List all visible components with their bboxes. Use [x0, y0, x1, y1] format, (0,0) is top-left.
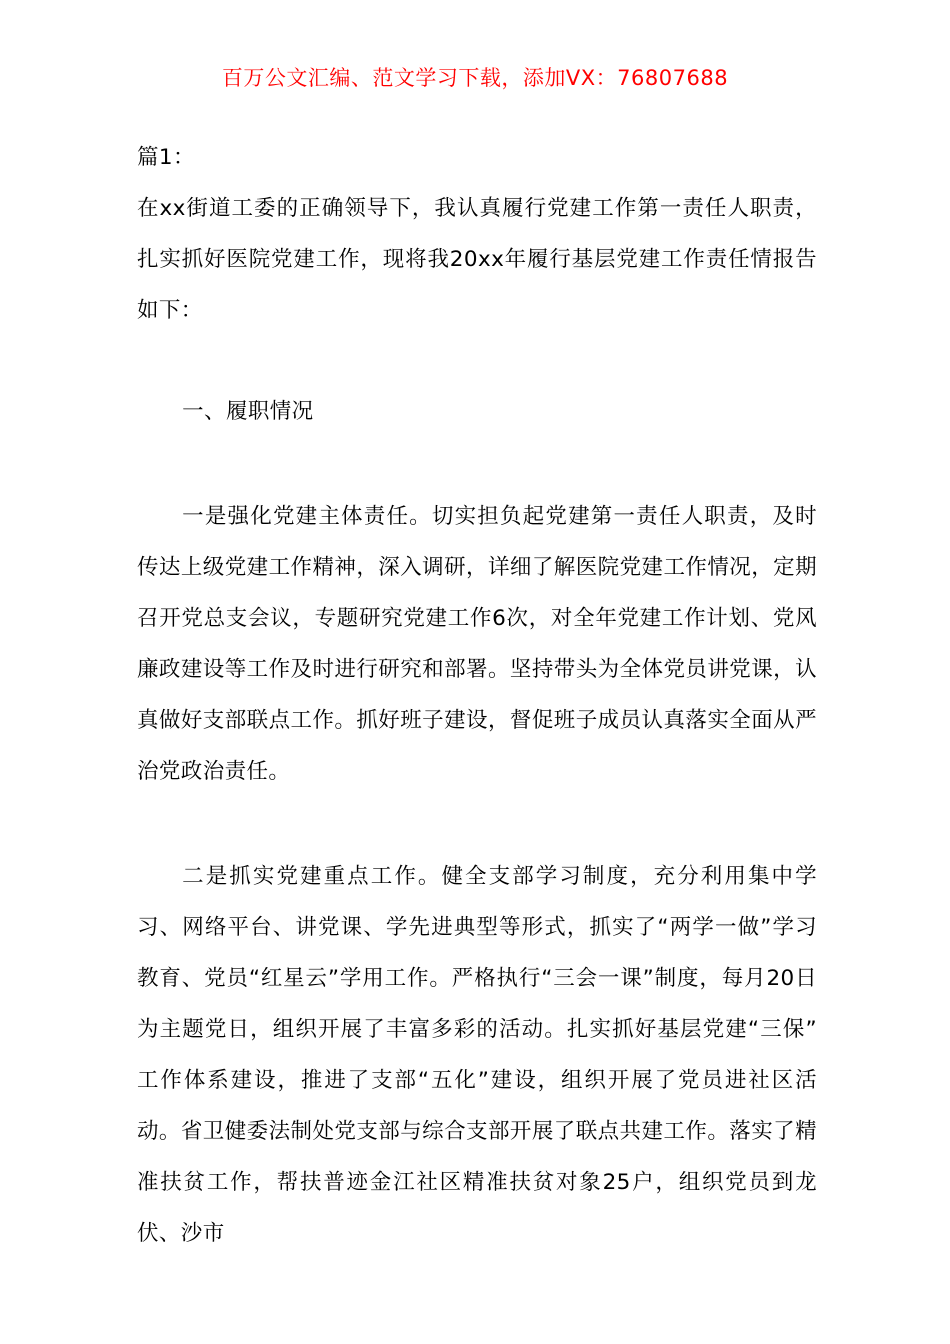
- document-body: [137, 132, 817, 1259]
- heading-one: 一、履职情况: [182, 399, 314, 424]
- promo-banner: 百万公文汇编、范文学习下载，添加VX：76807688: [221, 66, 729, 90]
- spacer-after-intro: [137, 336, 817, 386]
- spacer-after-heading: [137, 437, 817, 491]
- intro-paragraph: 在xx街道工委的正确领导下，我认真履行党建工作第一责任人职责，扎实抓好医院党建工作，现将我20xx年履行基层党建工作责任情报告如下：: [137, 196, 817, 323]
- section-label: 篇1：: [137, 145, 195, 170]
- spacer-after-point-one: [137, 797, 817, 851]
- point-one-paragraph: 一是强化党建主体责任。切实担负起党建第一责任人职责，及时传达上级党建工作精神，深入调研，详细了解医院党建工作情况，定期召开党总支会议，专题研究党建工作6次，对全年党建工作计划、党风廉政建设等工作及时进行研究和部署。坚持带头为全体党员讲党课，认真做好支部联点工作。抓好班子建设，督促班子成员认真落实全面从严治党政治责任。: [137, 504, 817, 784]
- point-two-paragraph: 二是抓实党建重点工作。健全支部学习制度，充分利用集中学习、网络平台、讲党课、学先进典型等形式，抓实了“两学一做”学习教育、党员“红星云”学用工作。严格执行“三会一课”制度，每月20日为主题党日，组织开展了丰富多彩的活动。扎实抓好基层党建“三保”工作体系建设，推进了支部“五化”建设，组织开展了党员进社区活动。省卫健委法制处党支部与综合支部开展了联点共建工作。落实了精准扶贫工作，帮扶普迹金江社区精准扶贫对象25户，组织党员到龙伏、沙市: [137, 864, 817, 1246]
